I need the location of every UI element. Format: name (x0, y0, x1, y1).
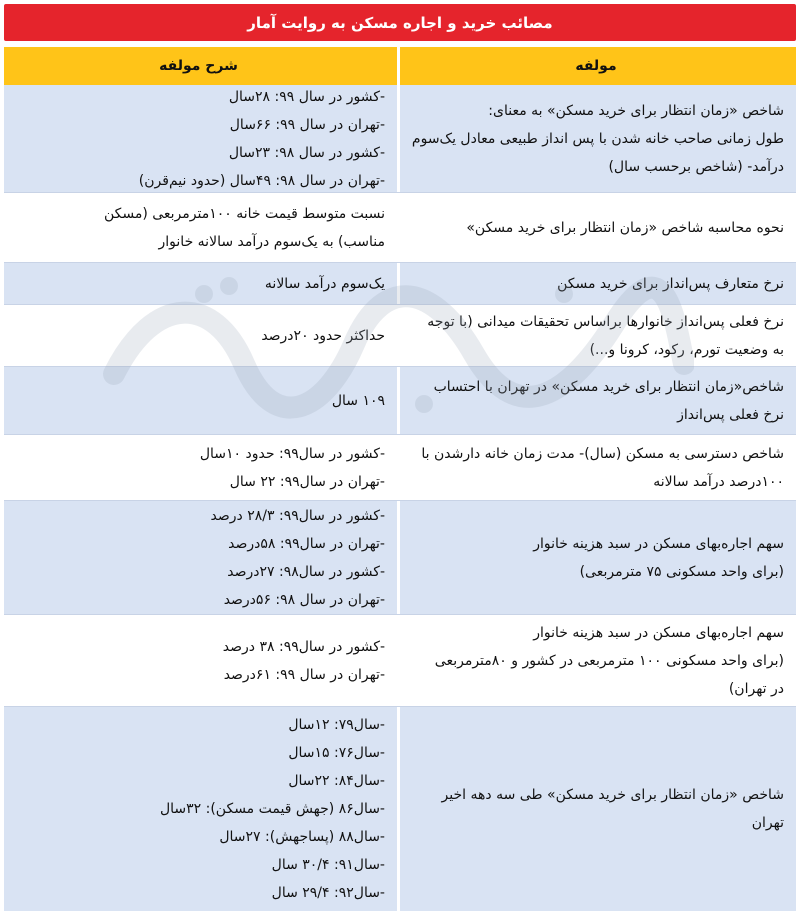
row-component (400, 305, 796, 366)
description-line: -کشور در سال۹۹: ۳۸ درصد (222, 638, 385, 655)
component-line: شاخص دسترسی به مسکن (سال)- مدت زمان خانه دارشدن با (421, 445, 784, 462)
component-line: تهران (751, 815, 784, 831)
component-line: شاخص «زمان انتظار برای خرید مسکن» طی سه دهه اخیر (441, 787, 784, 803)
row-component (400, 193, 796, 262)
description-line: -کشور در سال ۹۹: ۲۸سال (228, 88, 385, 105)
row-description (4, 435, 400, 500)
table-title: مصائب خرید و اجاره مسکن به روایت آمار (4, 4, 796, 41)
component-line: (برای واحد مسکونی ۷۵ مترمربعی) (579, 563, 784, 580)
table-row (4, 367, 796, 435)
description-line: حداکثر حدود ۲۰درصد (261, 327, 385, 344)
row-description (4, 707, 400, 911)
component-line: شاخص«زمان انتظار برای خرید مسکن» در تهران با احتساب (433, 378, 784, 395)
row-component (400, 85, 796, 192)
description-line: -سال۷۶: ۱۵سال (288, 745, 385, 761)
row-description (4, 193, 400, 262)
description-line: -تهران در سال ۹۹: ۶۱درصد (223, 666, 385, 683)
component-line: (برای واحد مسکونی ۱۰۰ مترمربعی در کشور و ۸۰مترمربعی (434, 652, 784, 669)
description-line: یک‌سوم درآمد سالانه (264, 275, 385, 292)
description-line: نسبت متوسط قیمت خانه ۱۰۰مترمربعی (مسکن (103, 205, 385, 222)
description-line: -تهران در سال ۹۸: ۴۹سال (حدود نیم‌قرن) (138, 172, 385, 189)
description-line: -کشور در سال۹۹: ۲۸/۳ درصد (210, 507, 385, 524)
table-row (4, 305, 796, 367)
table-row (4, 263, 796, 305)
component-line: در تهران) (728, 680, 784, 697)
component-line: ۱۰۰درصد درآمد سالانه (653, 473, 784, 490)
row-component (400, 615, 796, 706)
header-component: مولفه (575, 58, 617, 74)
housing-stats-table (4, 47, 796, 911)
row-component (400, 501, 796, 614)
component-line: به وضعیت تورم، رکود، کرونا و...) (589, 341, 784, 358)
component-line: سهم اجاره‌بهای مسکن در سبد هزینه خانوار (533, 624, 784, 641)
component-line: نرخ فعلی پس‌انداز خانوارها براساس تحقیقات میدانی (با توجه (427, 313, 784, 330)
description-line: -سال۹۱: ۳۰/۴ سال (271, 857, 385, 873)
infographic-table-frame (4, 4, 796, 911)
description-line: -سال۸۴: ۲۲سال (288, 773, 385, 789)
table-row (4, 501, 796, 615)
row-component (400, 263, 796, 304)
table-row (4, 435, 796, 501)
header-description: شرح مولفه (4, 47, 400, 85)
component-line: درآمد- (شاخص برحسب سال) (608, 158, 784, 175)
component-line: نرخ متعارف پس‌انداز برای خرید مسکن (557, 275, 784, 292)
description-line: ۱۰۹ سال (331, 392, 385, 409)
description-line: -کشور در سال۹۸: ۲۷درصد (227, 563, 385, 580)
description-line: -تهران در سال۹۹: ۲۲ سال (229, 473, 385, 490)
description-line: -سال۸۸ (پساجهش): ۲۷سال (219, 829, 385, 845)
description-line: -تهران در سال ۹۸: ۵۶درصد (223, 591, 385, 608)
description-line: -سال۹۲: ۲۹/۴ سال (271, 885, 385, 901)
row-description (4, 501, 400, 614)
row-description (4, 367, 400, 434)
row-description (4, 263, 400, 304)
row-component (400, 707, 796, 911)
component-line: نرخ فعلی پس‌انداز (677, 406, 784, 423)
description-line: -کشور در سال۹۹: حدود ۱۰سال (199, 445, 385, 462)
description-line: مناسب) به یک‌سوم درآمد سالانه خانوار (158, 233, 385, 250)
description-line: -سال۸۶ (جهش قیمت مسکن): ۳۲سال (159, 801, 385, 817)
table-row (4, 85, 796, 193)
component-line: شاخص «زمان انتظار برای خرید مسکن» به معنای: (488, 102, 784, 119)
description-line: -تهران در سال ۹۹: ۶۶سال (229, 116, 385, 133)
table-row (4, 707, 796, 911)
description-line: -سال۷۹: ۱۲سال (288, 717, 385, 733)
table-row (4, 615, 796, 707)
description-line: -تهران در سال۹۹: ۵۸درصد (228, 535, 385, 552)
component-line: طول زمانی صاحب خانه شدن با پس انداز طبیعی معادل یک‌سوم (411, 130, 784, 147)
row-description (4, 305, 400, 366)
table-header-row (4, 47, 796, 85)
component-line: سهم اجاره‌بهای مسکن در سبد هزینه خانوار (533, 535, 784, 552)
row-description (4, 615, 400, 706)
table-row (4, 193, 796, 263)
component-line: نحوه محاسبه شاخص «زمان انتظار برای خرید مسکن» (466, 219, 784, 236)
row-component (400, 435, 796, 500)
description-line: -کشور در سال ۹۸: ۲۳سال (228, 144, 385, 161)
row-component (400, 367, 796, 434)
row-description (4, 85, 400, 192)
